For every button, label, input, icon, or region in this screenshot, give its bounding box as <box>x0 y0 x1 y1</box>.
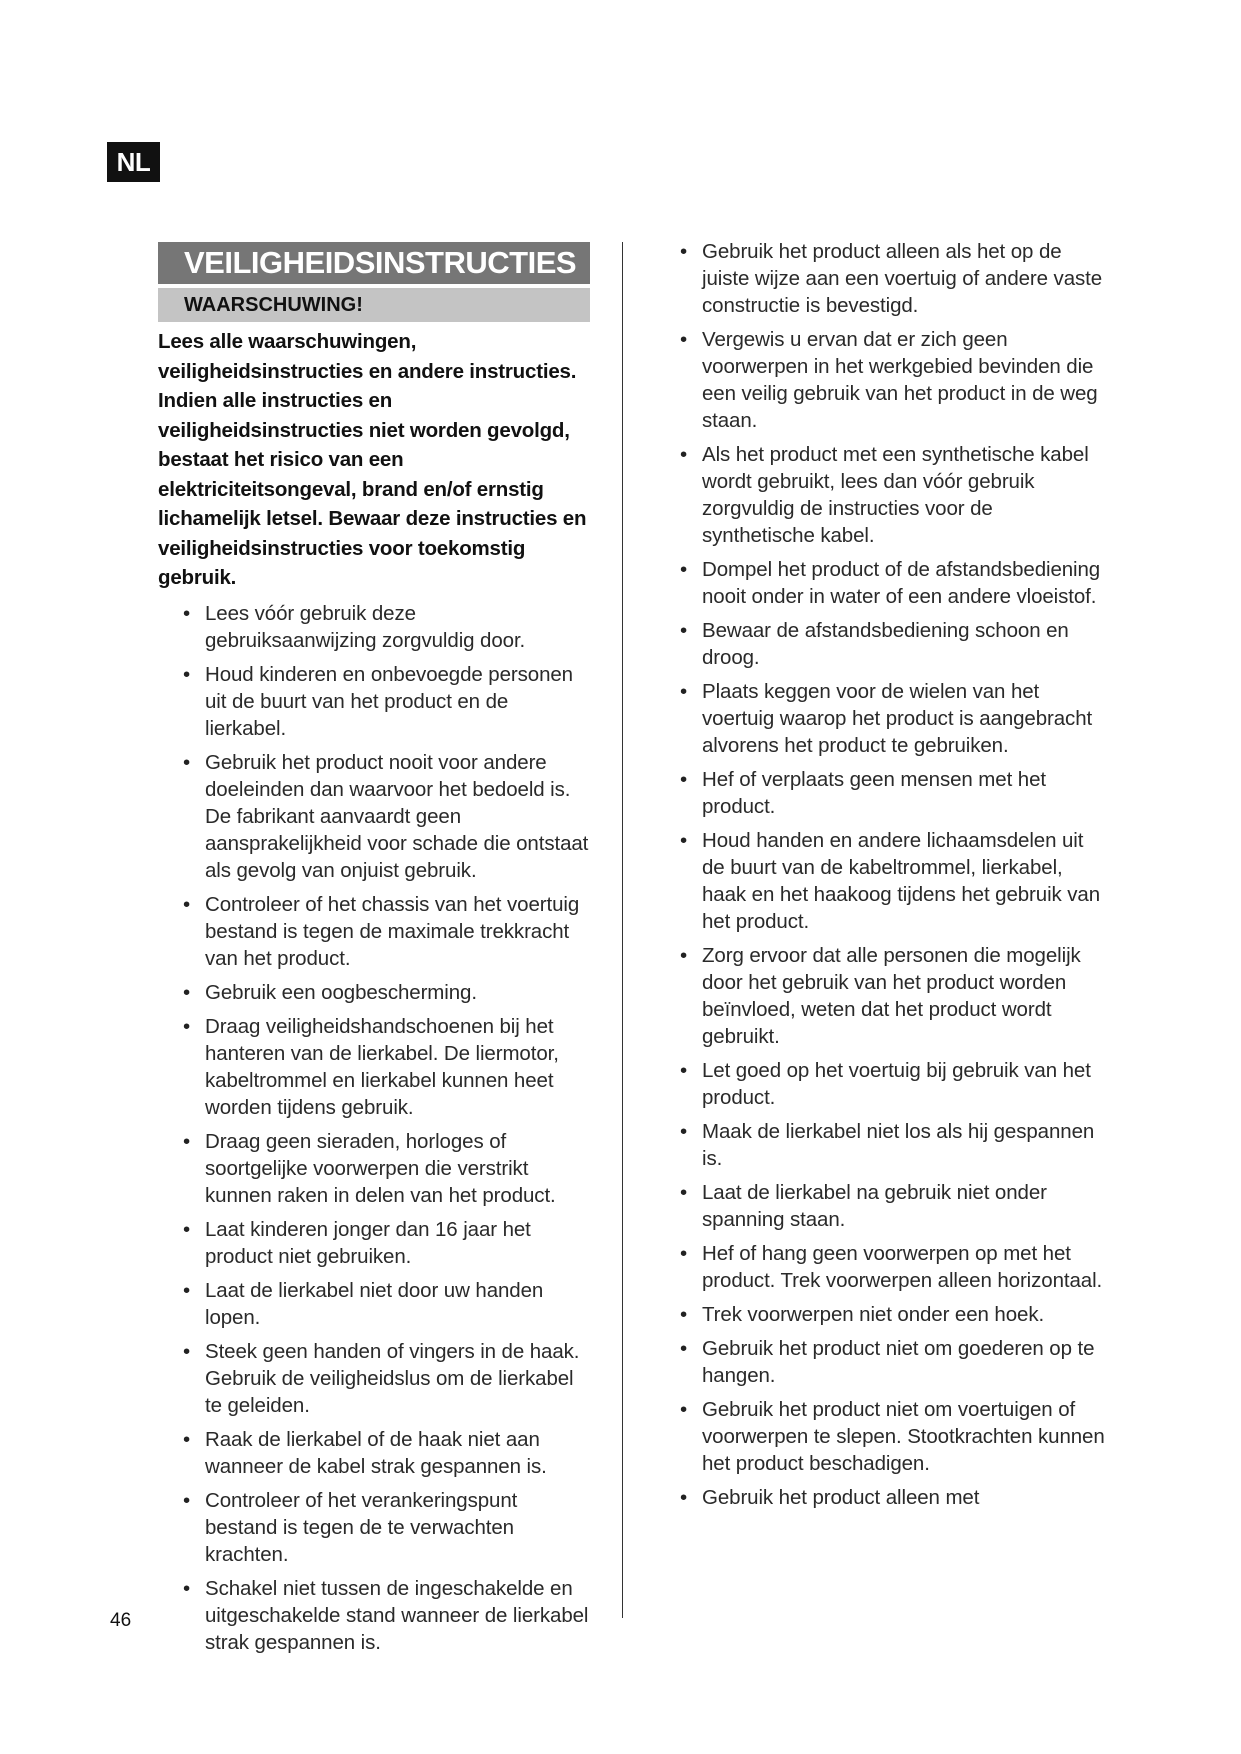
list-item-text: Als het product met een synthetische kabel wordt gebruikt, lees dan vóór gebruik zorgvuldig de instructies voor de synthetische kabel. <box>702 443 1089 547</box>
list-item-text: Vergewis u ervan dat er zich geen voorwerpen in het werkgebied bevinden die een veilig gebruik van het product in de weg staan. <box>702 328 1098 432</box>
list-item <box>158 1013 590 1121</box>
list-item-text: Trek voorwerpen niet onder een hoek. <box>702 1303 1045 1326</box>
list-item-text: Bewaar de afstandsbediening schoon en droog. <box>702 619 1069 669</box>
list-item <box>158 1338 590 1419</box>
bullet-icon: • <box>680 1303 688 1326</box>
list-item <box>655 617 1105 671</box>
list-item <box>655 1057 1105 1111</box>
list-item-text: Schakel niet tussen de ingeschakelde en uitgeschakelde stand wanneer de lierkabel strak gespannen is. <box>205 1576 589 1654</box>
list-item-text: Gebruik het product niet om goederen op te hangen. <box>702 1337 1095 1387</box>
list-item <box>158 891 590 972</box>
bullet-icon: • <box>183 1576 191 1600</box>
bullet-icon: • <box>680 1337 688 1360</box>
list-item-text: Gebruik het product niet om voertuigen of voorwerpen te slepen. Stootkrachten kunnen het product beschadigen. <box>702 1398 1105 1475</box>
list-item-text: Hef of hang geen voorwerpen op met het product. Trek voorwerpen alleen horizontaal. <box>702 1242 1103 1292</box>
bullet-icon: • <box>183 1427 191 1451</box>
list-item <box>655 1396 1105 1477</box>
right-column <box>655 238 1105 1518</box>
list-item-text: Zorg ervoor dat alle personen die mogelijk door het gebruik van het product worden beïnvloed, weten dat het product wordt gebruikt. <box>702 944 1081 1048</box>
bullet-icon: • <box>680 1242 688 1265</box>
bullet-icon: • <box>680 1486 688 1509</box>
bullet-icon: • <box>183 601 191 625</box>
list-item <box>655 766 1105 820</box>
bullet-icon: • <box>680 680 688 703</box>
left-column <box>158 242 590 1663</box>
bullet-icon: • <box>183 980 191 1004</box>
bullet-icon: • <box>183 750 191 774</box>
list-item <box>655 326 1105 434</box>
list-item-text: Gebruik het product alleen met <box>702 1486 980 1509</box>
warning-label: WAARSCHUWING! <box>158 288 590 322</box>
bullet-icon: • <box>680 558 688 581</box>
list-item <box>655 1118 1105 1172</box>
list-item-text: Draag veiligheidshandschoenen bij het hanteren van de lierkabel. De liermotor, kabeltrommel en lierkabel kunnen heet worden tijdens gebruik. <box>205 1014 559 1119</box>
bullet-icon: • <box>183 1129 191 1153</box>
list-item-text: Dompel het product of de afstandsbediening nooit onder in water of een andere vloeistof. <box>702 558 1101 608</box>
list-item-text: Gebruik een oogbescherming. <box>205 980 477 1004</box>
bullet-icon: • <box>680 944 688 967</box>
list-item-text: Controleer of het verankeringspunt bestand is tegen de te verwachten krachten. <box>205 1488 518 1566</box>
bullet-icon: • <box>183 662 191 686</box>
left-bullet-list <box>158 600 590 1656</box>
bullet-icon: • <box>680 829 688 852</box>
list-item <box>655 1484 1105 1511</box>
list-item-text: Maak de lierkabel niet los als hij gespannen is. <box>702 1120 1095 1170</box>
bullet-icon: • <box>680 1181 688 1204</box>
list-item <box>655 1335 1105 1389</box>
list-item <box>158 661 590 742</box>
bullet-icon: • <box>680 619 688 642</box>
list-item-text: Houd kinderen en onbevoegde personen uit de buurt van het product en de lierkabel. <box>205 662 573 740</box>
list-item <box>655 556 1105 610</box>
list-item-text: Lees vóór gebruik deze gebruiksaanwijzing zorgvuldig door. <box>205 601 526 652</box>
bullet-icon: • <box>680 1059 688 1082</box>
list-item-text: Steek geen handen of vingers in de haak. Gebruik de veiligheidslus om de lierkabel te geleiden. <box>205 1339 580 1417</box>
list-item <box>158 1128 590 1209</box>
list-item <box>655 1179 1105 1233</box>
list-item-text: Laat de lierkabel niet door uw handen lopen. <box>205 1278 544 1329</box>
list-item <box>655 827 1105 935</box>
bullet-icon: • <box>680 1120 688 1143</box>
list-item <box>158 1426 590 1480</box>
list-item <box>655 1240 1105 1294</box>
list-item-text: Gebruik het product alleen als het op de juiste wijze aan een voertuig of andere vaste constructie is bevestigd. <box>702 240 1103 317</box>
bullet-icon: • <box>680 443 688 466</box>
bullet-icon: • <box>183 1339 191 1363</box>
list-item-text: Laat kinderen jonger dan 16 jaar het product niet gebruiken. <box>205 1217 531 1268</box>
list-item-text: Houd handen en andere lichaamsdelen uit de buurt van de kabeltrommel, lierkabel, haak en het haakoog tijdens het gebruik van het product. <box>702 829 1101 933</box>
list-item <box>158 1277 590 1331</box>
page-number: 46 <box>110 1610 132 1631</box>
right-bullet-list <box>655 238 1105 1511</box>
list-item <box>655 678 1105 759</box>
list-item-text: Draag geen sieraden, horloges of soortgelijke voorwerpen die verstrikt kunnen raken in delen van het product. <box>205 1129 556 1207</box>
list-item <box>655 238 1105 319</box>
bullet-icon: • <box>183 1217 191 1241</box>
list-item-text: Plaats keggen voor de wielen van het voertuig waarop het product is aangebracht alvorens het product te gebruiken. <box>702 680 1093 757</box>
list-item-text: Let goed op het voertuig bij gebruik van het product. <box>702 1059 1091 1109</box>
list-item <box>158 749 590 884</box>
list-item <box>158 1216 590 1270</box>
list-item-text: Hef of verplaats geen mensen met het product. <box>702 768 1046 818</box>
intro-text: Lees alle waarschuwingen, veiligheidsinstructies en andere instructies. Indien alle instructies en veiligheidsinstructies niet worden gevolgd, bestaat het risico van een elektriciteitsongeval, brand en/of ernstig lichamelijk letsel. Bewaar deze instructies en veiligheidsinstructies voor toekomstig gebruik. <box>158 330 587 589</box>
bullet-icon: • <box>183 1278 191 1302</box>
section-title: VEILIGHEIDSINSTRUCTIES <box>158 242 590 284</box>
list-item <box>158 1487 590 1568</box>
list-item <box>158 979 590 1006</box>
bullet-icon: • <box>680 328 688 351</box>
list-item <box>655 441 1105 549</box>
list-item <box>158 600 590 654</box>
list-item <box>655 942 1105 1050</box>
column-divider <box>622 242 623 1618</box>
bullet-icon: • <box>183 1014 191 1038</box>
list-item <box>655 1301 1105 1328</box>
bullet-icon: • <box>183 892 191 916</box>
list-item-text: Gebruik het product nooit voor andere doeleinden dan waarvoor het bedoeld is. De fabrikant aanvaardt geen aansprakelijkheid voor schade die ontstaat als gevolg van onjuist gebruik. <box>205 750 589 882</box>
bullet-icon: • <box>680 240 688 263</box>
bullet-icon: • <box>680 768 688 791</box>
list-item-text: Raak de lierkabel of de haak niet aan wanneer de kabel strak gespannen is. <box>205 1427 547 1478</box>
bullet-icon: • <box>680 1398 688 1421</box>
list-item-text: Laat de lierkabel na gebruik niet onder spanning staan. <box>702 1181 1047 1231</box>
bullet-icon: • <box>183 1488 191 1512</box>
list-item-text: Controleer of het chassis van het voertuig bestand is tegen de maximale trekkracht van het product. <box>205 892 580 970</box>
language-badge: NL <box>107 142 160 182</box>
list-item <box>158 1575 590 1656</box>
